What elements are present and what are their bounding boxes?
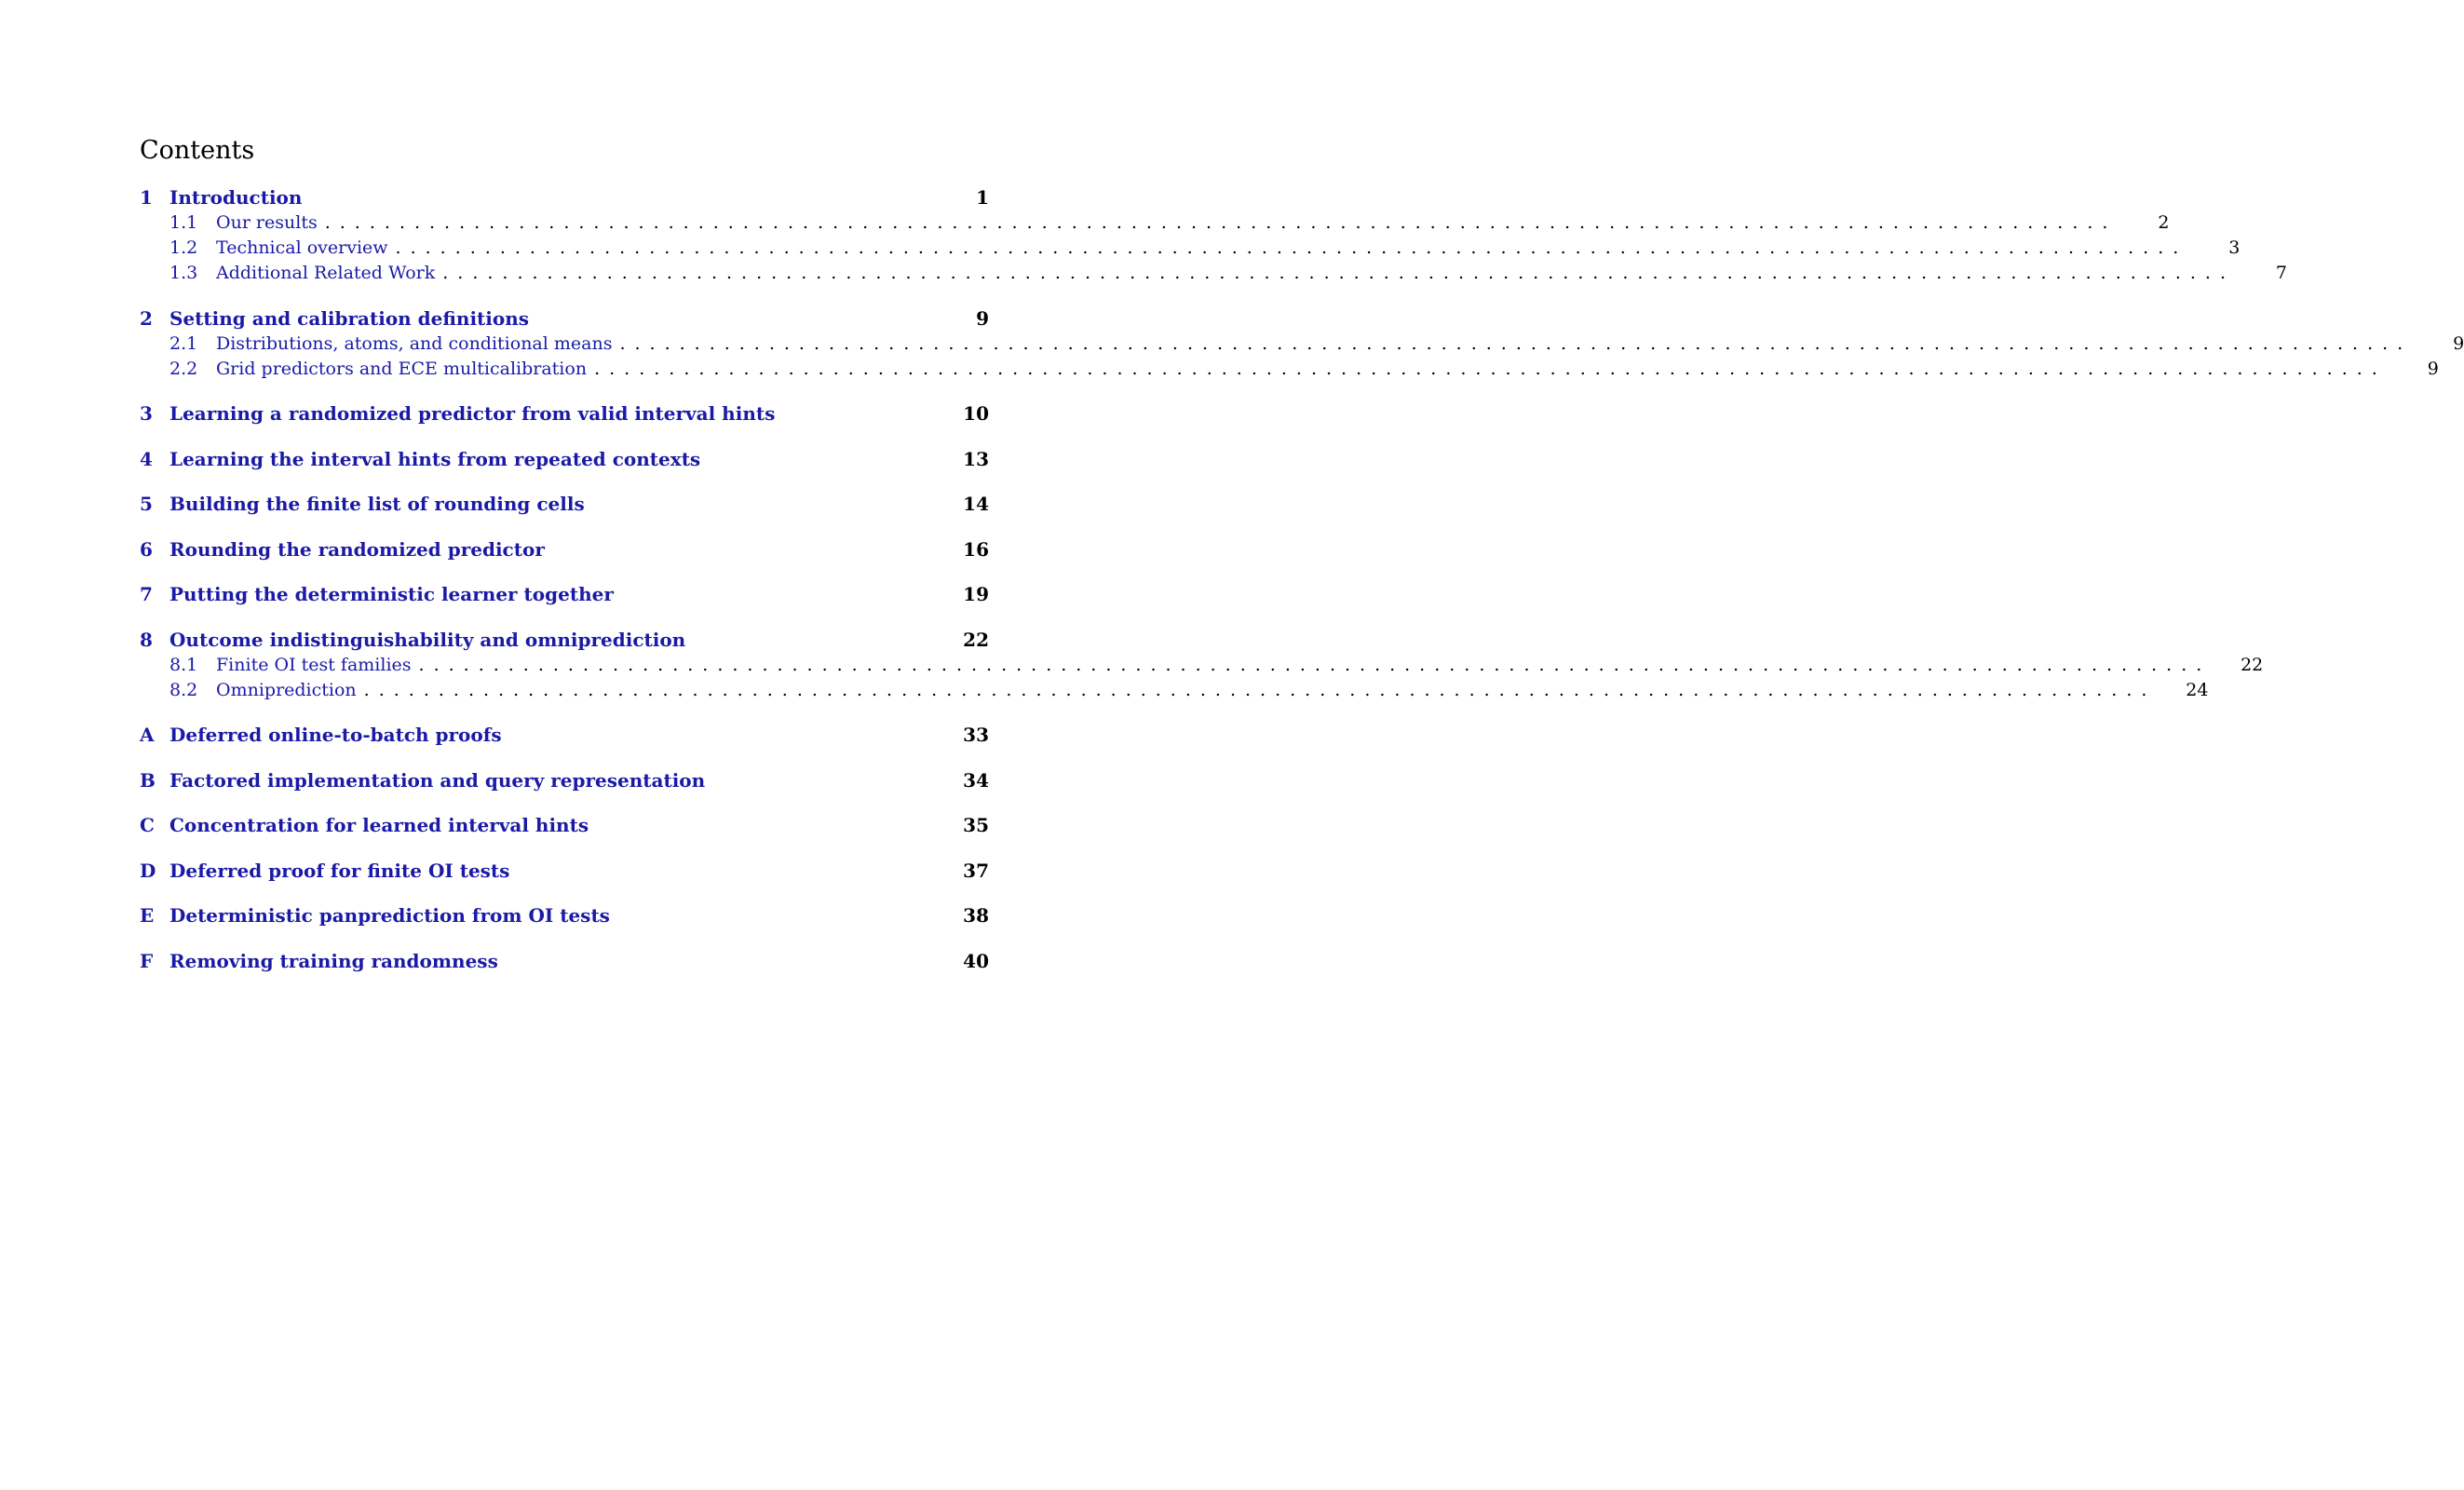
entry-number[interactable]: F — [140, 950, 154, 972]
dot-leader: ........................................................................................................................ — [363, 680, 2157, 700]
entry-number[interactable]: E — [140, 904, 155, 927]
entry-page-number: 2 — [2158, 212, 2170, 233]
toc-section-entry[interactable] — [140, 903, 989, 928]
dot-leader: ........................................................................................................................ — [619, 333, 2413, 354]
entry-page-number: 3 — [2228, 237, 2241, 258]
entry-title-link[interactable]: Learning a randomized predictor from valid interval hints — [169, 402, 776, 425]
entry-title-link[interactable]: Deferred proof for finite OI tests — [169, 860, 510, 882]
entry-page-number: 19 — [963, 583, 989, 605]
entry-title-link[interactable]: Omniprediction — [216, 680, 357, 700]
entry-title-link[interactable]: Distributions, atoms, and conditional means — [216, 333, 613, 354]
toc-subsection-entry[interactable] — [140, 210, 2170, 236]
toc-section-entry[interactable] — [140, 582, 989, 607]
toc-section-entry[interactable] — [140, 859, 989, 884]
toc-section-entry[interactable] — [140, 949, 989, 974]
toc-subsection-entry[interactable] — [140, 261, 2288, 286]
entry-number[interactable]: D — [140, 860, 156, 882]
entry-title-link[interactable]: Additional Related Work — [216, 263, 436, 283]
entry-page-number: 9 — [2453, 333, 2464, 354]
entry-page-number: 38 — [963, 904, 989, 927]
toc-section-entry[interactable] — [140, 492, 989, 517]
entry-number[interactable]: 1.3 — [169, 263, 198, 283]
entry-title-link[interactable]: Introduction — [169, 186, 303, 209]
entry-number[interactable]: 5 — [140, 493, 153, 515]
dot-leader: ........................................................................................................................ — [594, 359, 2387, 379]
toc-section-entry[interactable] — [140, 768, 989, 793]
entry-number[interactable]: B — [140, 769, 156, 792]
toc-subsection-entry[interactable] — [140, 236, 2241, 261]
entry-title-link[interactable]: Technical overview — [216, 237, 388, 258]
entry-page-number: 33 — [963, 724, 989, 746]
entry-title-link[interactable]: Deterministic panprediction from OI tests — [169, 904, 610, 927]
entry-title-link[interactable]: Finite OI test families — [216, 655, 412, 675]
toc-section-entry[interactable] — [140, 306, 989, 332]
entry-number[interactable]: 6 — [140, 538, 153, 561]
entry-page-number: 9 — [976, 307, 989, 330]
toc-section-entry[interactable] — [140, 185, 989, 210]
entry-number[interactable]: 4 — [140, 448, 153, 470]
entry-number[interactable]: C — [140, 814, 155, 836]
entry-title-link[interactable]: Deferred online-to-batch proofs — [169, 724, 502, 746]
toc-section-entry[interactable] — [140, 628, 989, 653]
entry-title-link[interactable]: Putting the deterministic learner together — [169, 583, 614, 605]
entry-page-number: 1 — [976, 186, 989, 209]
entry-number[interactable]: 8 — [140, 629, 153, 651]
entry-page-number: 10 — [963, 402, 989, 425]
toc-section-entry[interactable] — [140, 447, 989, 472]
contents-heading: Contents — [140, 136, 255, 165]
entry-title-link[interactable]: Grid predictors and ECE multicalibration — [216, 359, 588, 379]
entry-number[interactable]: 8.2 — [169, 680, 198, 700]
entry-number[interactable]: 3 — [140, 402, 153, 425]
entry-page-number: 24 — [2186, 680, 2209, 700]
entry-title-link[interactable]: Rounding the randomized predictor — [169, 538, 545, 561]
entry-title-link[interactable]: Outcome indistinguishability and omniprediction — [169, 629, 686, 651]
entry-page-number: 22 — [2241, 655, 2264, 675]
entry-number[interactable]: 2.1 — [169, 333, 198, 354]
entry-page-number: 22 — [963, 629, 989, 651]
entry-page-number: 9 — [2427, 359, 2439, 379]
toc-subsection-entry[interactable] — [140, 332, 2464, 357]
toc-section-entry[interactable] — [140, 813, 989, 838]
entry-number[interactable]: 2 — [140, 307, 153, 330]
entry-title-link[interactable]: Setting and calibration definitions — [169, 307, 530, 330]
toc-subsection-entry[interactable] — [140, 678, 2209, 703]
dot-leader: ........................................................................................................................ — [324, 212, 2118, 233]
entry-page-number: 14 — [963, 493, 989, 515]
entry-page-number: 13 — [963, 448, 989, 470]
entry-number[interactable]: 8.1 — [169, 655, 198, 675]
entry-title-link[interactable]: Concentration for learned interval hints — [169, 814, 589, 836]
toc-subsection-entry[interactable] — [140, 653, 2264, 678]
entry-page-number: 16 — [963, 538, 989, 561]
entry-number[interactable]: A — [140, 724, 155, 746]
entry-number[interactable]: 7 — [140, 583, 153, 605]
entry-title-link[interactable]: Our results — [216, 212, 318, 233]
entry-page-number: 7 — [2275, 263, 2288, 283]
entry-number[interactable]: 1.2 — [169, 237, 198, 258]
entry-number[interactable]: 2.2 — [169, 359, 198, 379]
entry-page-number: 40 — [963, 950, 989, 972]
entry-page-number: 34 — [963, 769, 989, 792]
dot-leader: ........................................................................................................................ — [418, 655, 2212, 675]
entry-title-link[interactable]: Factored implementation and query representation — [169, 769, 706, 792]
entry-title-link[interactable]: Removing training randomness — [169, 950, 498, 972]
dot-leader: ........................................................................................................................ — [442, 263, 2236, 283]
entry-title-link[interactable]: Building the finite list of rounding cells — [169, 493, 585, 515]
toc-section-entry[interactable] — [140, 723, 989, 748]
entry-number[interactable]: 1 — [140, 186, 153, 209]
dot-leader: ........................................................................................................................ — [395, 237, 2188, 258]
toc-subsection-entry[interactable] — [140, 357, 2439, 382]
entry-page-number: 37 — [963, 860, 989, 882]
entry-title-link[interactable]: Learning the interval hints from repeated contexts — [169, 448, 701, 470]
entry-page-number: 35 — [963, 814, 989, 836]
entry-number[interactable]: 1.1 — [169, 212, 198, 233]
toc-section-entry[interactable] — [140, 401, 989, 427]
toc-section-entry[interactable] — [140, 537, 989, 562]
